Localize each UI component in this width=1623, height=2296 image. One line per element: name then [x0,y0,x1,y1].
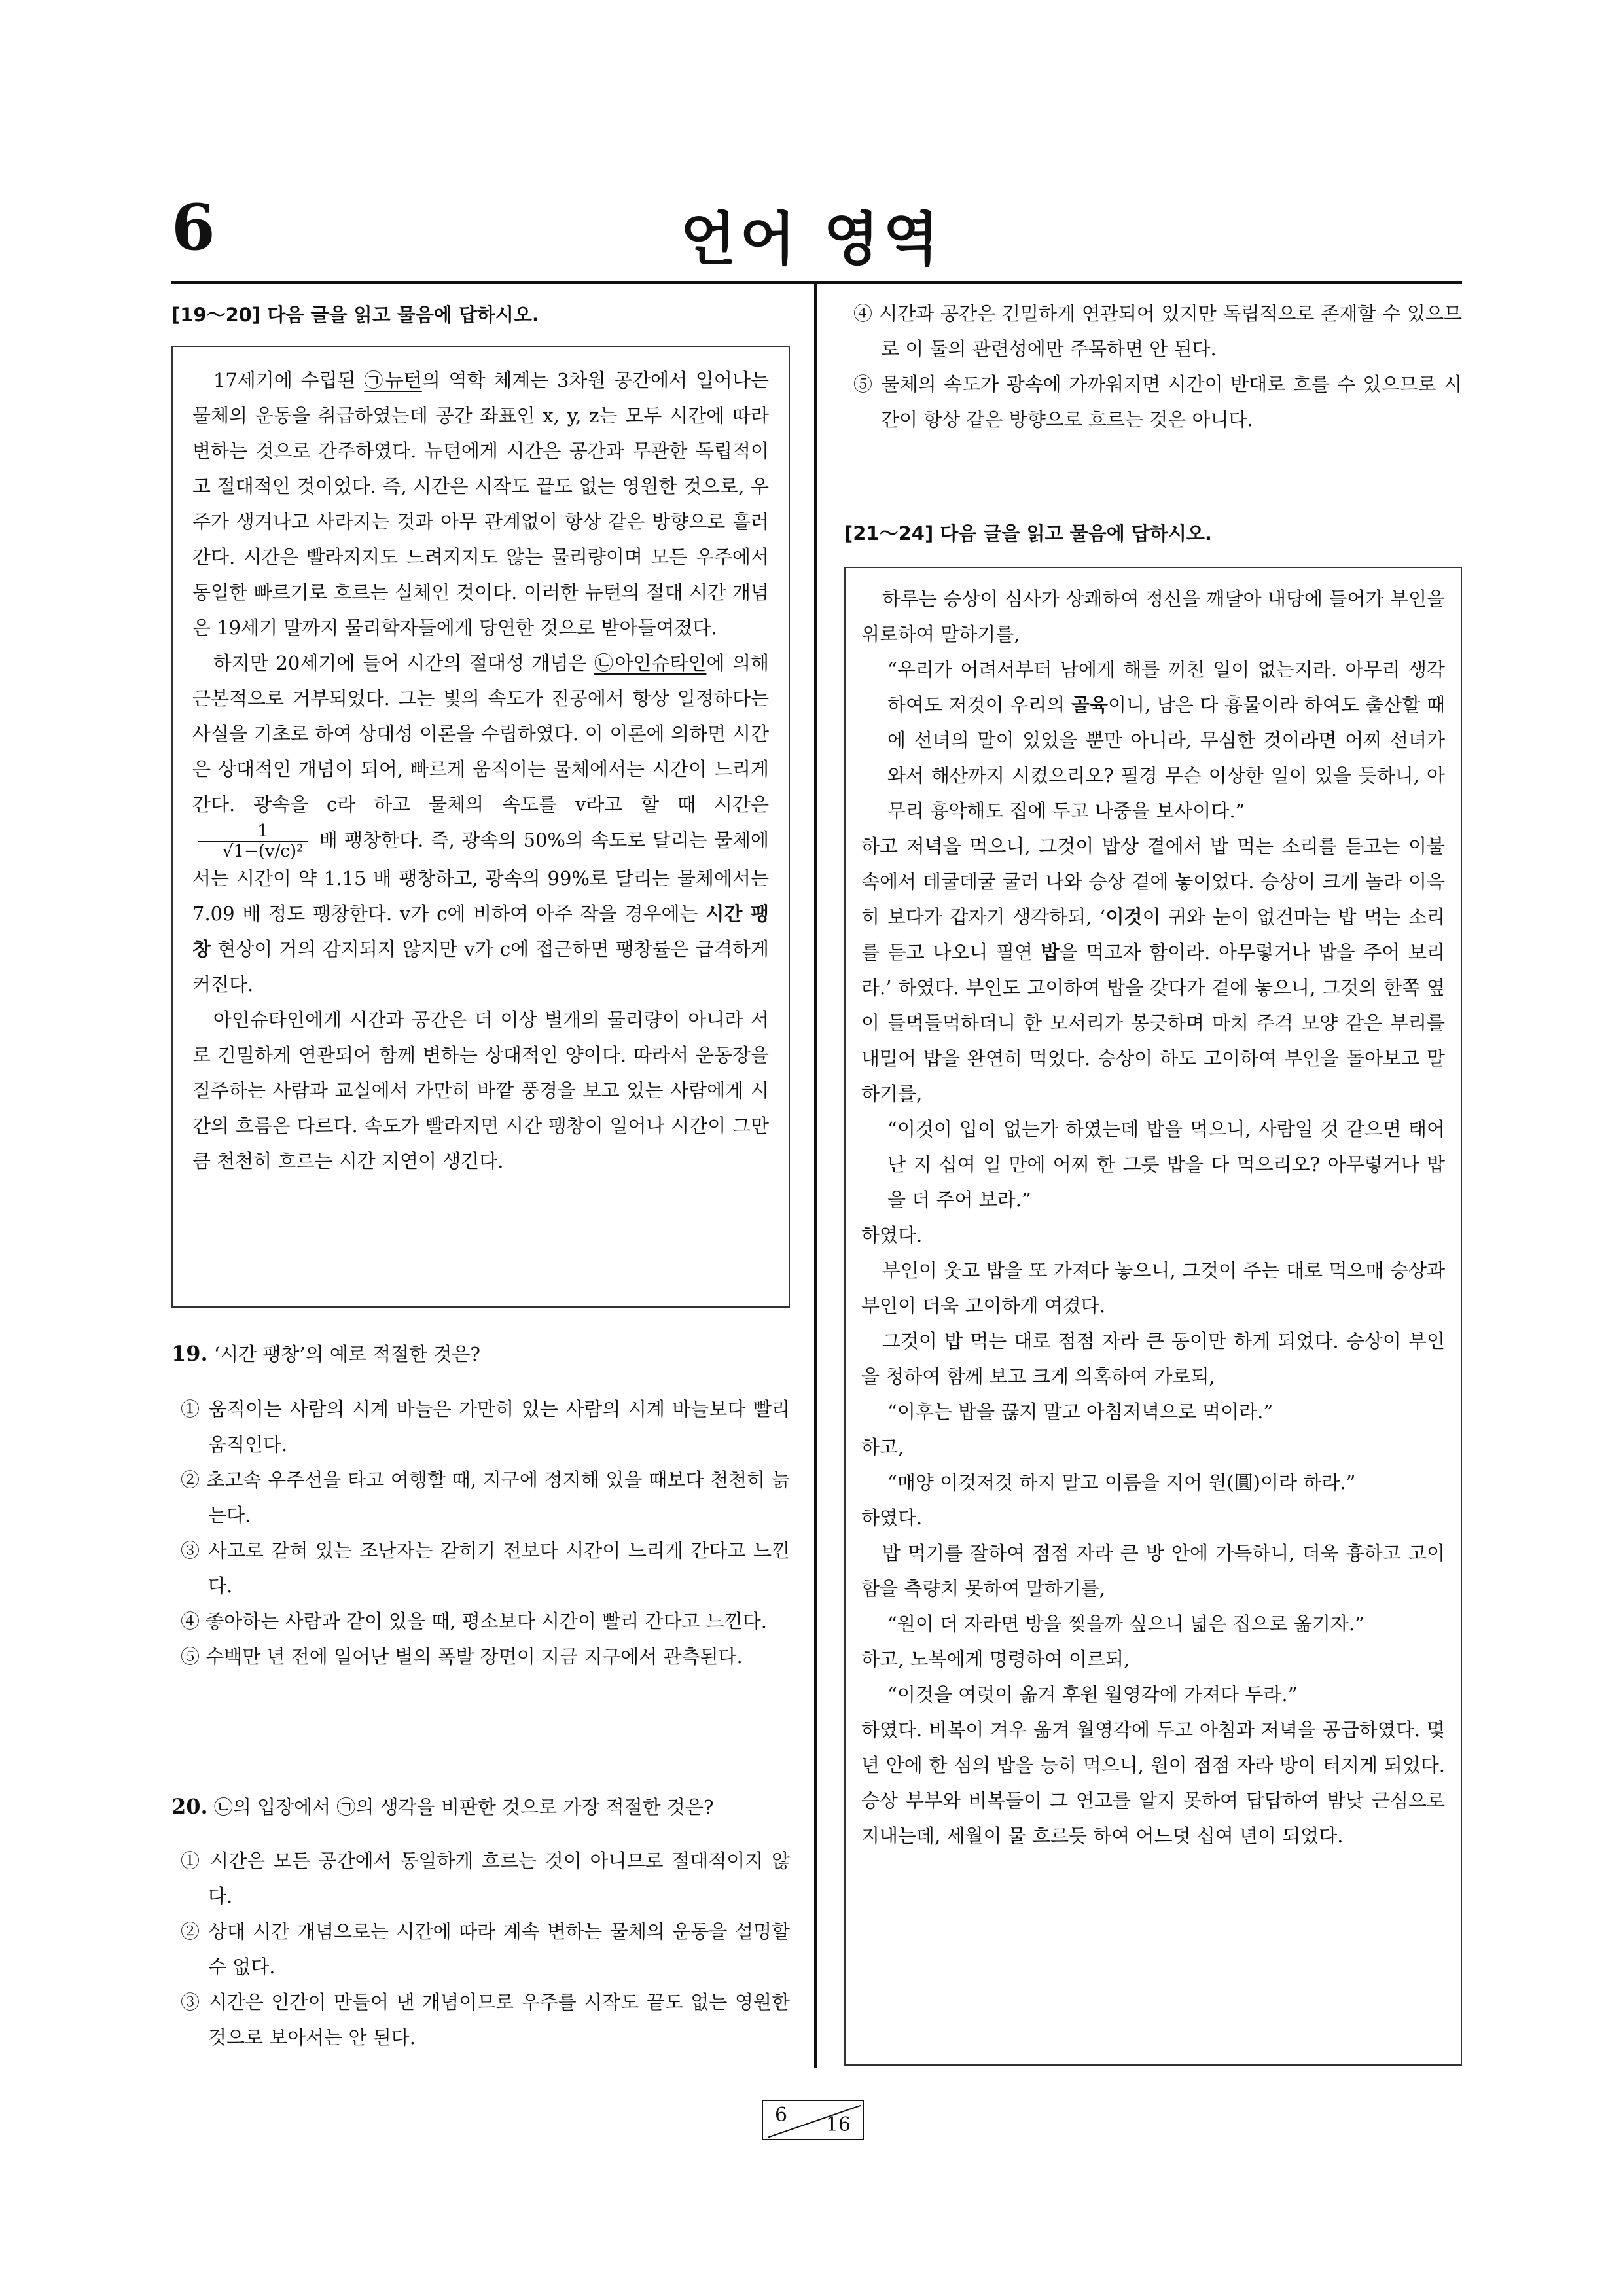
passage-text: 이니, 남은 다 흉물이라 하여도 출산할 때에 선녀의 말이 있었을 뿐만 아니라, 무심한 것이라면 어찌 선녀가 와서 해산까지 시켰으리오? 필경 무슨 이상한 일이 있을 듯하니, 아무리 흉악해도 집에 두고 나중을 보사이다.” [887,694,1445,822]
question-19-title [171,1340,790,1368]
passage-text: 의 역학 체계는 3차원 공간에서 일어나는 물체의 운동을 취급하였는데 공간 좌표인 x, y, z는 모두 시간에 따라 변하는 것으로 간주하였다. 뉴턴에게 시간은 공간과 무관한 독립적이고 절대적인 것이었다. 즉, 시간은 시작도 끝도 없는 영원한 것으로, 우주가 생겨나고 사라지는 것과 아무 관계없이 항상 같은 방향으로 흘러간다. 시간은 빨라지지도 느려지지도 않는 물리량이며 모든 우주에서 동일한 빠르기로 흐르는 실체인 것이다. 이러한 뉴턴의 절대 시간 개념은 19세기 말까지 물리학자들에게 당연한 것으로 받아들여졌다. [192,369,769,639]
story-line: 하고, 노복에게 명령하여 이르되, [861,1648,1130,1670]
marker-term: 뉴턴 [385,369,422,391]
passage-paragraph-1 [192,363,769,645]
marker-symbol: ㉠ [364,369,385,391]
story-dialog: “매양 이것저것 하지 말고 이름을 지어 원(圓)이라 하라.” [887,1471,1356,1494]
story-line [861,829,1445,1111]
total-page-number: 16 [825,2113,851,2136]
passage-text: 에 의해 근본적으로 거부되었다. 그는 빛의 속도가 진공에서 항상 일정하다는 사실을 기초로 하여 상대성 이론을 수립하였다. 이 이론에 의하면 시간은 상대적인 개념이 되어, 빠르게 움직이는 물체에서는 시간이 느리게 간다. 광속을 c라 하고 물체의 속도를 v라고 할 때 시간은 [192,652,770,816]
passage-paragraph-3: 아인슈타인에게 시간과 공간은 더 이상 별개의 물리량이 아니라 서로 긴밀하게 연관되어 함께 변하는 상대적인 양이다. 따라서 운동장을 질주하는 사람과 교실에서 가만히 바깥 풍경을 보고 있는 사람에게 시간의 흐름은 다르다. 속도가 빨라지면 시간 팽창이 일어나 시간이 그만큼 천천히 흐르는 시간 지연이 생긴다. [192,1009,769,1173]
question-20-choices-continued [844,296,1462,437]
question-20-title [171,1793,790,1821]
section-heading-21-24: [21～24] 다음 글을 읽고 물음에 답하시오. [844,522,1212,545]
choice-19-4[interactable]: ④ 좋아하는 사람과 같이 있을 때, 평소보다 시간이 빨리 간다고 느낀다. [181,1610,767,1632]
choice-20-5[interactable]: ⑤ 물체의 속도가 광속에 가까워지면 시간이 반대로 흐를 수 있으므로 시간이 항상 같은 방향으로 흐르는 것은 아니다. [853,373,1462,431]
question-prompt: ㉡의 입장에서 ㉠의 생각을 비판한 것으로 가장 적절한 것은? [213,1796,714,1818]
choice-20-4[interactable]: ④ 시간과 공간은 긴밀하게 연관되어 있지만 독립적으로 존재할 수 있으므로 이 둘의 관련성에만 주목하면 안 된다. [853,302,1462,360]
choice-20-3[interactable]: ③ 시간은 인간이 만들어 낸 개념이므로 우주를 시작도 끝도 없는 영원한 것으로 보아서는 안 된다. [181,1991,790,2049]
choice-20-2[interactable]: ② 상대 시간 개념으로는 시간에 따라 계속 변하는 물체의 운동을 설명할 수 없다. [181,1920,790,1978]
marker-symbol: ㉡ [594,652,615,674]
formula-numerator: 1 [198,822,308,842]
passage-text: 을 먹고자 함이라. 아무렇거나 밥을 주어 보리라.’ 하였다. 부인도 고이하여 밥을 갖다가 곁에 놓으니, 그것의 한쪽 옆이 들먹들먹하더니 한 모서리가 봉긋하며 마치 주걱 모양 같은 부리를 내밀어 밥을 완연히 먹었다. 승상이 하도 고이하여 부인을 돌아보고 말하기를, [861,941,1445,1105]
story-line: 그것이 밥 먹는 대로 점점 자라 큰 동이만 하게 되었다. 승상이 부인을 청하여 함께 보고 크게 의혹하여 가로되, [861,1330,1445,1388]
passage-text: 17세기에 수립된 [213,369,365,391]
story-dialog [861,652,1445,829]
story-line: 하였다. 비복이 겨우 옮겨 월영각에 두고 아침과 저녁을 공급하였다. 몇 년 안에 한 섬의 밥을 능히 먹으니, 원이 점점 자라 방이 터지게 되었다. 승상 부부와 비복들이 그 연고를 알지 못하여 답답하여 밤낮 근심으로 지내는데, 세월이 물 흐르듯 하여 어느덧 십여 년이 되었다. [861,1719,1445,1847]
question-number: 20. [171,1794,208,1819]
time-dilation-formula [198,822,308,861]
passage-text: 하고 저녁을 먹으니, 그것이 밥상 곁에서 밥 먹는 소리를 듣고는 이불 속에서 데굴데굴 굴러 나와 승상 곁에 놓이었다. 승상이 크게 놀라 이윽히 보다가 갑자기 생각하되, ‘ [861,835,1445,928]
current-page-number: 6 [775,2104,788,2126]
header-rule [171,281,1462,284]
passage-text: 배 팽창한다. 즉, 광속의 50%의 속도로 달리는 물체에서는 시간이 약 1.15 배 팽창하고, 광속의 99%로 달리는 물체에서는 7.09 배 정도 팽창한다. v가 c에 비하여 아주 작을 경우에는 [192,829,769,925]
passage-text: “우리가 어려서부터 남에게 해를 끼친 일이 없는지라. 아무리 생각하여도 저것이 우리의 [887,658,1445,716]
story-line: 부인이 웃고 밥을 또 가져다 놓으니, 그것이 주는 대로 먹으매 승상과 부인이 더욱 고이하게 여겼다. [861,1259,1445,1317]
question-prompt: ‘시간 팽창’의 예로 적절한 것은? [213,1343,480,1365]
story-line: 하고, [861,1436,904,1458]
page-number-top: 6 [171,190,215,264]
bold-term-time-dilation: 시간 팽창 [192,903,769,961]
marker-term: 아인슈타인 [615,652,707,674]
question-number: 19. [171,1341,208,1366]
marker-term-einstein [594,652,706,674]
bold-term-igeot: 이것 [1105,906,1143,928]
story-dialog: “이후는 밥을 끊지 말고 아침저녁으로 먹이라.” [887,1401,1274,1423]
passage-text: 이 귀와 눈이 없건마는 밥 먹는 소리를 듣고 나오니 필연 [861,906,1445,963]
choice-19-1[interactable]: ① 움직이는 사람의 시계 바늘은 가만히 있는 사람의 시계 바늘보다 빨리 움직인다. [181,1398,790,1456]
bold-term-golyuk: 골육 [1071,694,1108,716]
choice-19-2[interactable]: ② 초고속 우주선을 타고 여행할 때, 지구에 정지해 있을 때보다 천천히 늙는다. [181,1469,790,1526]
column-divider [814,284,817,2068]
bold-term-bap: 밥 [1041,941,1060,963]
choice-19-3[interactable]: ③ 사고로 갇혀 있는 조난자는 갇히기 전보다 시간이 느리게 간다고 느낀다. [181,1539,790,1597]
page-title: 언어 영역 [680,206,943,273]
passage-text: 현상이 거의 감지되지 않지만 v가 c에 접근하면 팽창률은 급격하게 커진다. [192,938,769,996]
marker-term-newton [364,369,422,391]
choice-19-5[interactable]: ⑤ 수백만 년 전에 일어난 별의 폭발 장면이 지금 지구에서 관측된다. [181,1645,743,1668]
question-20-choices [171,1843,790,2055]
choice-20-1[interactable]: ① 시간은 모든 공간에서 동일하게 흐르는 것이 아니므로 절대적이지 않다. [181,1850,790,1907]
story-dialog: “이것이 입이 없는가 하였는데 밥을 먹으니, 사람일 것 같으면 태어난 지 십여 일 만에 어찌 한 그릇 밥을 다 먹으리오? 아무렇거나 밥을 더 주어 보라.” [887,1118,1445,1211]
section-heading-19-20: [19～20] 다음 글을 읽고 물음에 답하시오. [171,304,539,326]
formula-denominator: √1−(v/c)² [222,841,304,861]
passage-box-21-24 [844,567,1462,2066]
passage-paragraph-2 [192,645,769,1002]
passage-box-19-20 [171,346,790,1308]
passage-text: 하지만 20세기에 들어 시간의 절대성 개념은 [213,652,595,674]
question-19-choices [171,1391,790,1674]
story-line: 하였다. [861,1507,923,1529]
story-line: 하루는 승상이 심사가 상쾌하여 정신을 깨달아 내당에 들어가 부인을 위로하여 말하기를, [861,588,1445,645]
page-indicator [762,2100,864,2140]
story-line: 하였다. [861,1224,923,1246]
story-line: 밥 먹기를 잘하여 점점 자라 큰 방 안에 가득하니, 더욱 흉하고 고이함을 측량치 못하여 말하기를, [861,1542,1445,1600]
story-dialog: “이것을 여럿이 옮겨 후원 월영각에 가져다 두라.” [887,1683,1298,1706]
story-dialog: “원이 더 자라면 방을 찢을까 싶으니 넓은 집으로 옮기자.” [887,1613,1364,1635]
